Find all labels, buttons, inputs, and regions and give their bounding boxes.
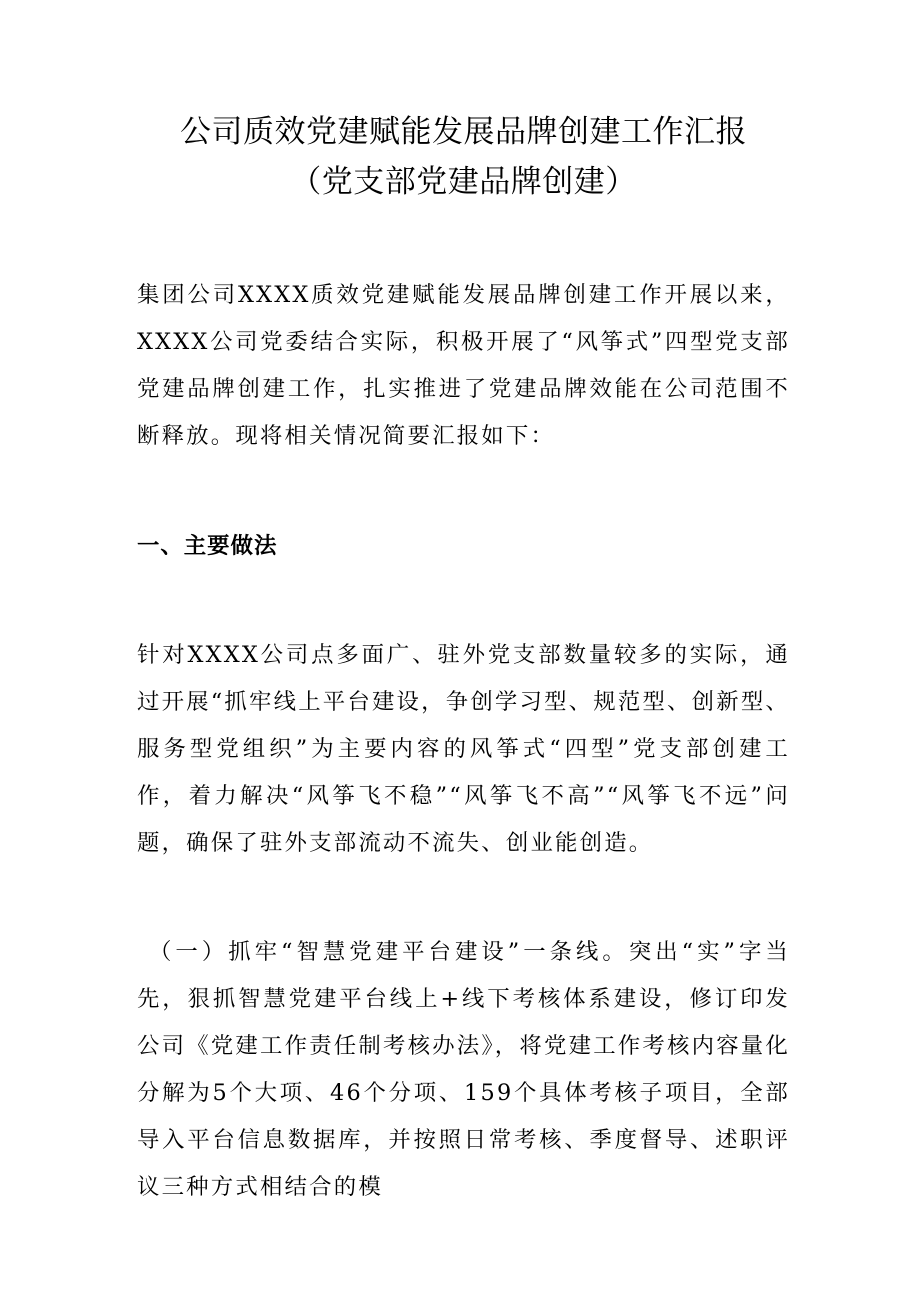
subsection-paragraph-1: （一）抓牢“智慧党建平台建设”一条线。突出“实”字当先，狠抓智慧党建平台线上+线下考核体系建设，修订印发公司《党建工作责任制考核办法》，将党建工作考核内容量化分解为5个大项、46个分项、159个具体考核子项目，全部导入平台信息数据库，并按照日常考核、季度督导、述职评议三种方式相结合的模 <box>137 939 790 1200</box>
intro-paragraph: 集团公司XXXX质效党建赋能发展品牌创建工作开展以来，XXXX公司党委结合实际，积极开展了“风筝式”四型党支部党建品牌创建工作，扎实推进了党建品牌效能在公司范围不断释放。现将相关情况简要汇报如下： <box>137 282 790 449</box>
section-heading-main-practices: 一、主要做法 <box>137 533 278 559</box>
document-subtitle: （党支部党建品牌创建） <box>290 164 637 200</box>
document-title: 公司质效党建赋能发展品牌创建工作汇报 <box>180 114 747 150</box>
section-body-paragraph: 针对XXXX公司点多面广、驻外党支部数量较多的实际，通过开展“抓牢线上平台建设，争创学习型、规范型、创新型、服务型党组织”为主要内容的风筝式“四型”党支部创建工作，着力解决“风筝飞不稳”“风筝飞不高”“风筝飞不远”问题，确保了驻外支部流动不流失、创业能创造。 <box>137 642 791 856</box>
